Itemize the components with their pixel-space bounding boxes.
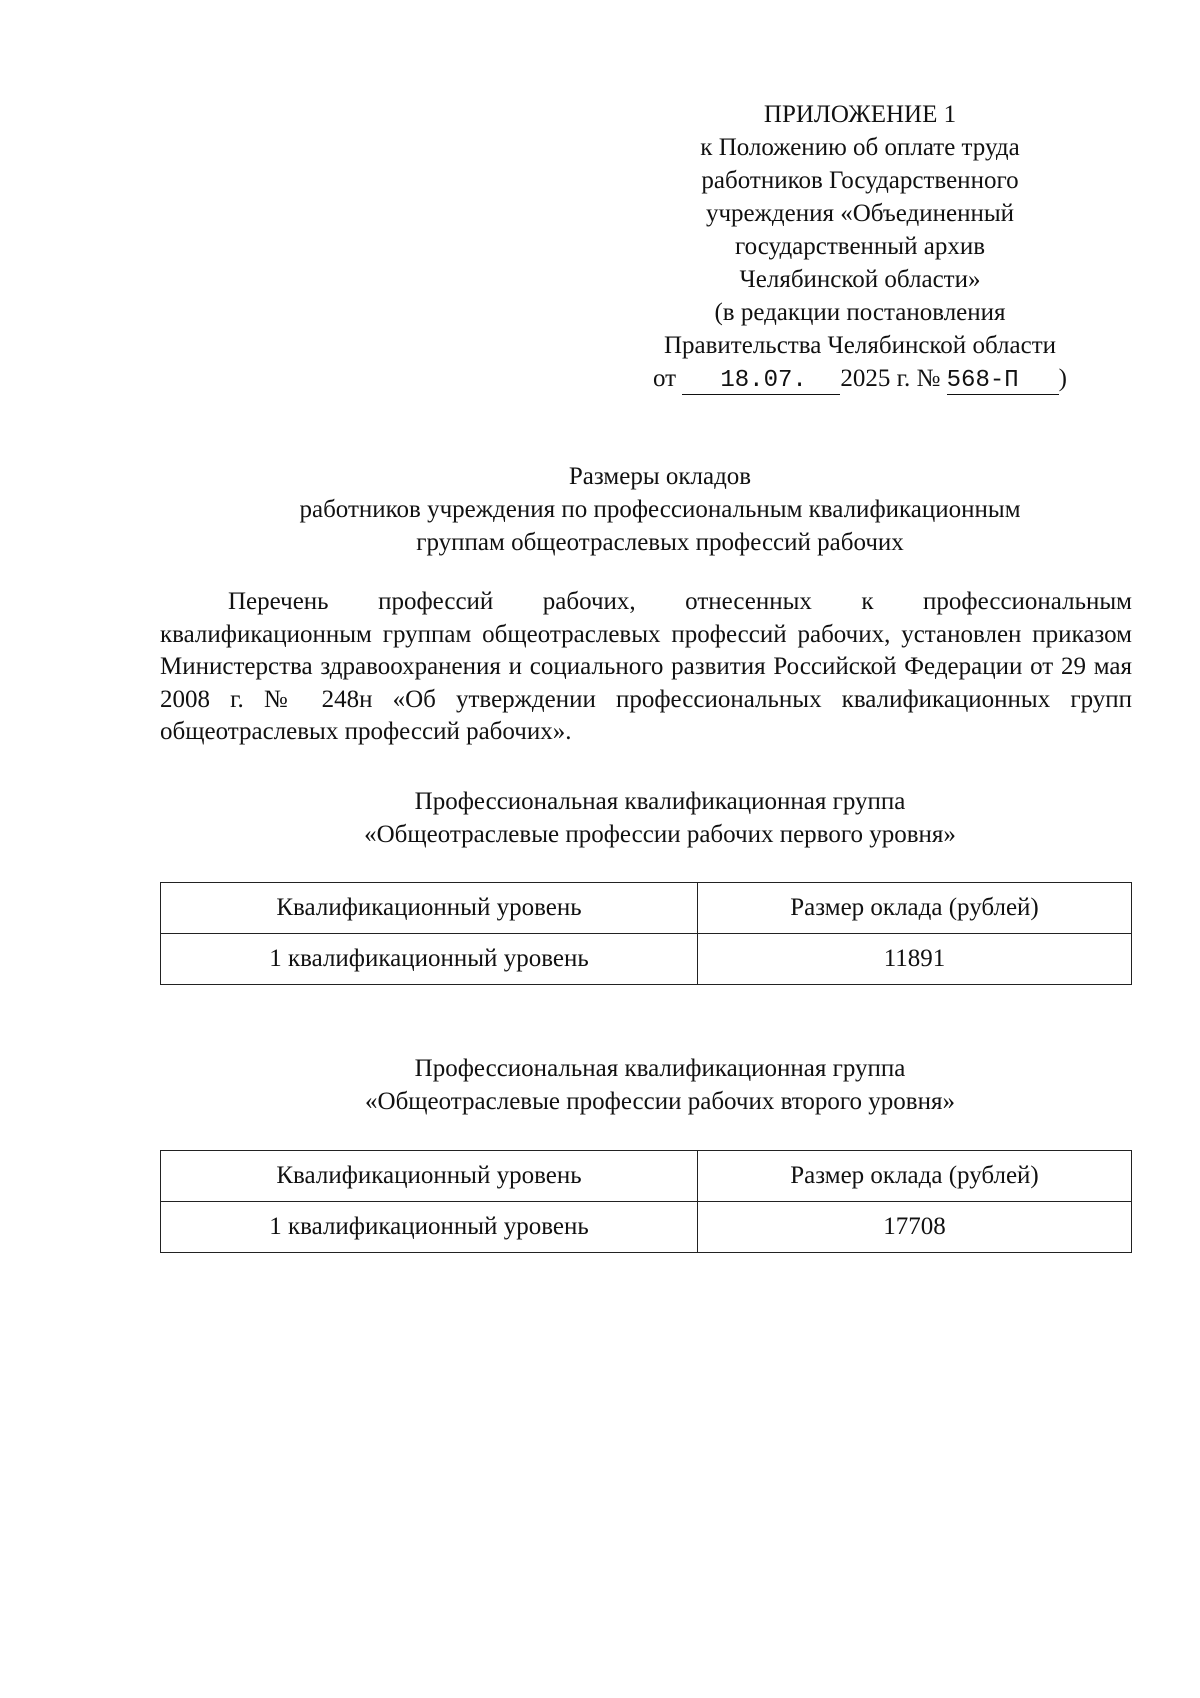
date-prefix: от xyxy=(653,365,677,392)
group-1-title-line-1: Профессиональная квалификационная группа xyxy=(414,788,906,815)
group-1-table xyxy=(160,882,1132,985)
appendix-line: (в редакции постановления xyxy=(714,299,1006,326)
heading-line-2: работников учреждения по профессиональным квалификационным xyxy=(299,496,1021,523)
appendix-title: ПРИЛОЖЕНИЕ 1 xyxy=(763,101,957,128)
close-paren: ) xyxy=(1058,365,1067,392)
group-2-title xyxy=(160,1052,1160,1118)
year-text: 2025 г. № xyxy=(840,365,941,392)
group-1-title xyxy=(160,785,1160,851)
appendix-line: государственный архив xyxy=(735,233,985,260)
cell-salary: 11891 xyxy=(698,934,1132,985)
table-header-row xyxy=(161,883,1132,934)
appendix-date-line xyxy=(620,362,1100,395)
appendix-line: к Положению об оплате труда xyxy=(700,134,1020,161)
cell-salary: 17708 xyxy=(698,1202,1132,1253)
header-cell-level: Квалификационный уровень xyxy=(161,1151,698,1202)
appendix-line: Правительства Челябинской области xyxy=(663,332,1057,359)
group-1-title-line-2: «Общеотраслевые профессии рабочих первого уровня» xyxy=(364,821,956,848)
table-header-row xyxy=(161,1151,1132,1202)
appendix-line: учреждения «Объединенный xyxy=(705,200,1015,227)
group-2-table xyxy=(160,1150,1132,1253)
cell-level: 1 квалификационный уровень xyxy=(161,934,698,985)
heading-line-1: Размеры окладов xyxy=(568,463,752,490)
appendix-line: работников Государственного xyxy=(701,167,1019,194)
table-row xyxy=(161,1202,1132,1253)
cell-level: 1 квалификационный уровень xyxy=(161,1202,698,1253)
decree-number: 568-П xyxy=(947,368,1059,395)
intro-paragraph: Перечень профессий рабочих, отнесенных к профессиональным квалификационным группам общеотраслевых профессий рабочих, установлен приказом Министерства здравоохранения и социального развития Российской Федерации от 29 мая 2008 г. № 248н «Об утверждении профессиональных квалификационных групп общеотраслевых профессий рабочих». xyxy=(160,588,1132,745)
document-heading xyxy=(160,460,1160,559)
header-cell-level: Квалификационный уровень xyxy=(161,883,698,934)
header-cell-salary: Размер оклада (рублей) xyxy=(698,1151,1132,1202)
header-cell-salary: Размер оклада (рублей) xyxy=(698,883,1132,934)
group-2-title-line-2: «Общеотраслевые профессии рабочих второго уровня» xyxy=(365,1088,955,1115)
appendix-line: Челябинской области» xyxy=(739,266,981,293)
heading-line-3: группам общеотраслевых профессий рабочих xyxy=(416,529,904,556)
group-2-title-line-1: Профессиональная квалификационная группа xyxy=(414,1055,906,1082)
appendix-block xyxy=(620,98,1100,395)
table-row xyxy=(161,934,1132,985)
date-value: 18.07. xyxy=(682,368,840,395)
